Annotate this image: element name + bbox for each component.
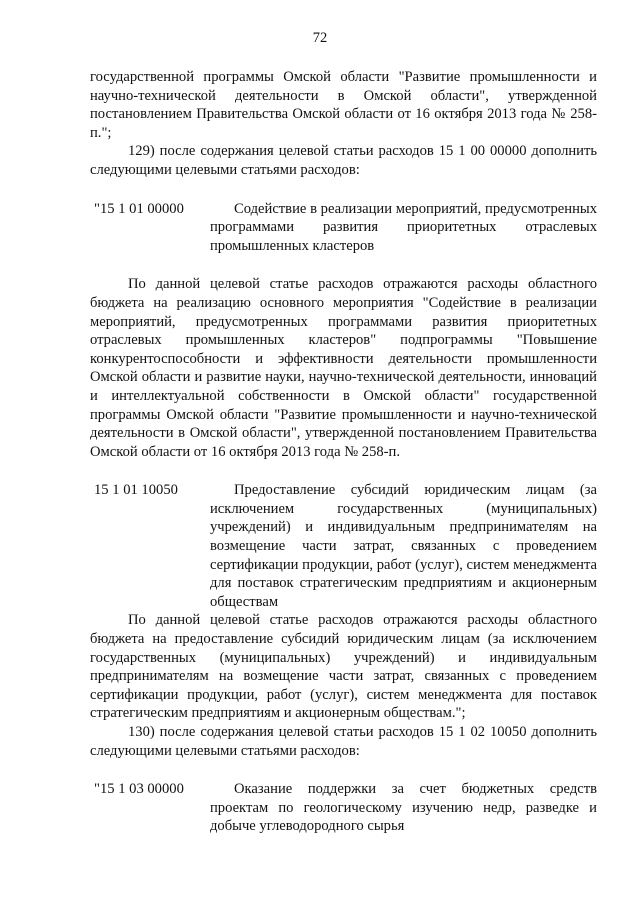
budget-entry-15-1-03-00000	[90, 780, 597, 836]
document-body	[90, 68, 597, 836]
entry-code: "15 1 03 00000	[94, 781, 184, 798]
intro-paragraph: государственной программы Омской области "Развитие промышленности и научно-технической деятельности в Омской области", утвержденной постановлением Правительства Омской области от 16 октября 2013 года № 258-п.";	[90, 69, 597, 141]
entry-description: Содействие в реализации мероприятий, предусмотренных программами развития приоритетных отраслевых промышленных кластеров	[210, 200, 597, 254]
explanation-paragraph-2: По данной целевой статье расходов отражаются расходы областного бюджета на предоставление субсидий юридическим лицам (за исключением государственных (муниципальных) учреждений) и индивидуальным предпринимателям на возмещение части затрат, связанных с проведением сертификации продукции, работ (услуг), систем менеджмента для поставок стратегическим предприятиям и акционерным обществам.";	[90, 612, 597, 722]
item-130-paragraph: 130) после содержания целевой статьи расходов 15 1 02 10050 дополнить следующими целевыми статьями расходов:	[90, 724, 597, 759]
budget-entry-15-1-01-00000	[90, 200, 597, 256]
entry-code: 15 1 01 10050	[94, 482, 178, 499]
page-number: 72	[312, 30, 328, 46]
entry-code: "15 1 01 00000	[94, 200, 184, 217]
budget-entry-15-1-01-10050	[90, 481, 597, 611]
explanation-paragraph-1: По данной целевой статье расходов отражаются расходы областного бюджета на реализацию основного мероприятия "Содействие в реализации мероприятий, предусмотренных программами развития приоритетных отраслевых промышленных кластеров" подпрограммы "Повышение конкурентоспособности и эффективности деятельности промышленности Омской области и развитие науки, научно-технической деятельности, инноваций и интеллектуальной собственности в Омской области" государственной программы Омской области "Развитие промышленности и научно-технической деятельности в Омской области", утвержденной постановлением Правительства Омской области от 16 октября 2013 года № 258-п.	[90, 276, 597, 460]
entry-description: Предоставление субсидий юридическим лицам (за исключением государственных (муниципальных) учреждений) и индивидуальным предпринимателям на возмещение части затрат, связанных с проведением сертификации продукции, работ (услуг), систем менеджмента для поставок стратегическим предприятиям и акционерным обществам	[210, 482, 597, 610]
item-129-paragraph: 129) после содержания целевой статьи расходов 15 1 00 00000 дополнить следующими целевыми статьями расходов:	[90, 143, 597, 178]
entry-description: Оказание поддержки за счет бюджетных средств проектам по геологическому изучению недр, разведке и добыче углеводородного сырья	[210, 781, 597, 835]
